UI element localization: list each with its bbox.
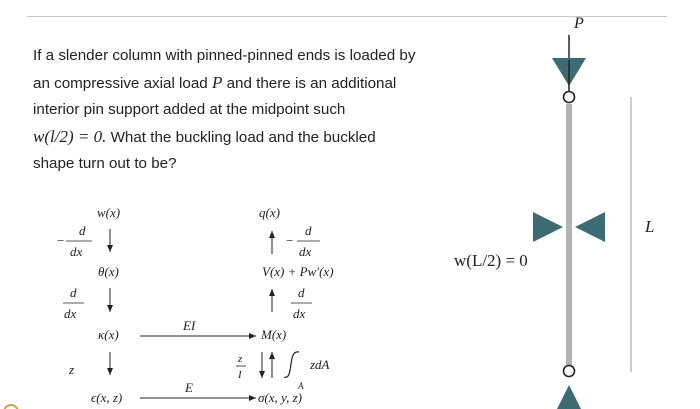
bottom-pin-support: [557, 385, 581, 409]
label-q: q(x): [259, 205, 280, 220]
label-theta: θ(x): [98, 264, 119, 279]
label-E: E: [185, 380, 193, 395]
label-A: A: [298, 381, 304, 391]
column-figure: [454, 15, 654, 409]
label-moment: M(x): [261, 327, 287, 342]
mid-pin-left: [533, 212, 563, 242]
d-label-2: d: [70, 285, 77, 300]
d-label-4: d: [298, 285, 305, 300]
minus-sign-2: −: [286, 233, 294, 248]
label-w: w(x): [97, 205, 121, 220]
load-label-P: P: [574, 15, 584, 32]
problem-line-5: shape turn out to be?: [33, 155, 177, 172]
problem-line-3: interior pin support added at the midpoint such: [33, 101, 346, 118]
midpoint-condition: w(L/2) = 0: [454, 251, 528, 270]
length-label-L: L: [645, 217, 655, 236]
bottom-hinge: [564, 366, 575, 377]
dx-label-4: dx: [293, 306, 306, 321]
equilibrium-chain: [236, 205, 334, 405]
minus-sign-1: −: [57, 233, 65, 248]
kinematics-chain: [57, 205, 122, 405]
problem-line-2: an compressive axial load P and there is an additional: [33, 72, 397, 92]
integral-sign: [284, 352, 299, 377]
label-epsilon: ϵ(x, z): [91, 390, 123, 405]
corner-badge-icon: [4, 405, 18, 409]
label-zdA: zdA: [310, 357, 330, 372]
label-kappa: κ(x): [98, 327, 119, 342]
z-label-left: z: [69, 362, 75, 377]
z-over-I-den: I: [238, 369, 242, 381]
label-EI: EI: [183, 318, 196, 333]
problem-line-4: w(l/2) = 0. What the buckling load and the buckled: [33, 126, 376, 146]
z-over-I-num: z: [238, 353, 243, 365]
d-label-3: d: [305, 223, 312, 238]
d-label-1: d: [79, 223, 86, 238]
problem-line-1: If a slender column with pinned-pinned ends is loaded by: [33, 47, 416, 64]
label-shear: V(x) + Pw′(x): [262, 264, 334, 279]
top-hinge: [564, 92, 575, 103]
dx-label-3: dx: [299, 244, 312, 259]
label-sigma: σ(x, y, z): [258, 390, 302, 405]
dx-label-1: dx: [70, 244, 83, 259]
mid-pin-right: [575, 212, 605, 242]
dx-label-2: dx: [64, 306, 77, 321]
